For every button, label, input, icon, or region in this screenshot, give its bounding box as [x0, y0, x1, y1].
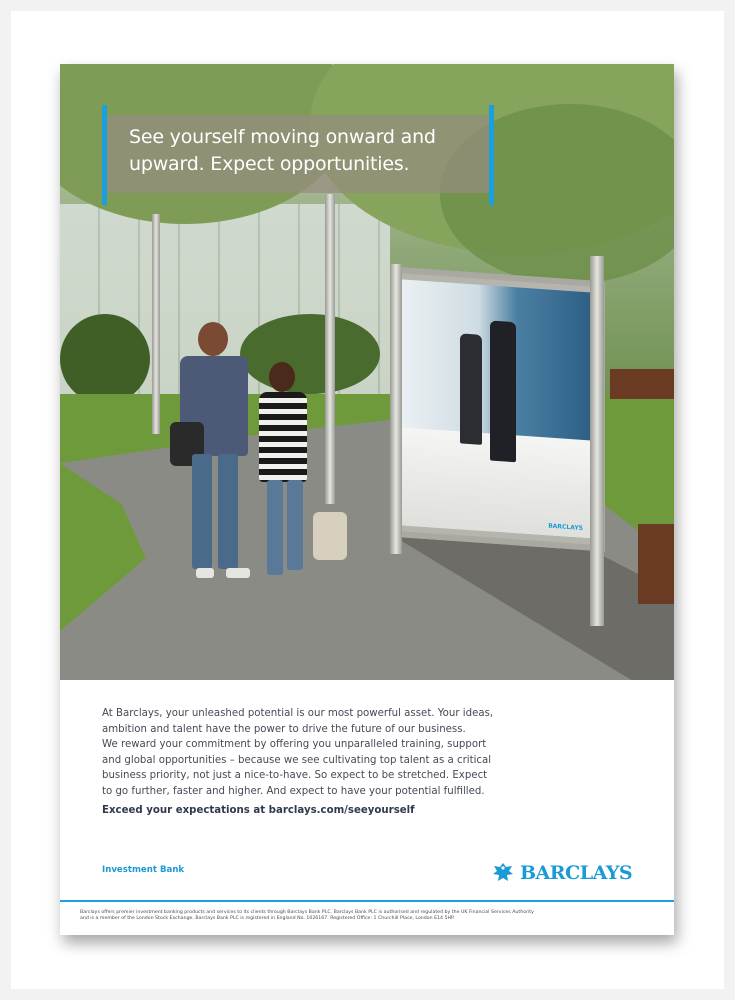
- body-copy: [102, 706, 502, 800]
- eagle-icon: [491, 861, 515, 885]
- headline-bar-left: [102, 105, 107, 205]
- body-line: At Barclays, your unleashed potential is our most powerful asset. Your ideas,: [102, 708, 494, 719]
- body-line: business priority, not just a nice-to-have. So expect to be stretched. Expect: [102, 770, 488, 782]
- woman-walking: [255, 362, 355, 584]
- headline-line-1: See yourself moving onward and: [129, 126, 436, 148]
- man-leg-right: [218, 454, 238, 569]
- body-line: to go further, faster and higher. And expect to have your potential fulfilled.: [102, 785, 485, 797]
- man-shoe-left: [196, 568, 214, 578]
- woman-handbag: [313, 512, 347, 560]
- headline: [129, 124, 509, 178]
- bench-near: [638, 524, 674, 604]
- call-to-action: Exceed your expectations at barclays.com/seeyourself: [102, 805, 415, 816]
- man-walking: [170, 322, 260, 584]
- billboard-post-right: [590, 256, 604, 626]
- advertisement-page: [60, 64, 674, 935]
- woman-leg-right: [287, 480, 303, 570]
- legal-text: [80, 910, 670, 922]
- barclays-logo: [491, 860, 632, 886]
- man-leg-left: [192, 454, 212, 569]
- hedge-left: [60, 314, 150, 404]
- body-line: and global opportunities – because we see cultivating top talent as a critical: [102, 754, 492, 766]
- logo-wordmark: BARCLAYS: [520, 862, 633, 884]
- legal-line-2: and is a member of the London Stock Exchange. Barclays Bank PLC is registered in England No. 1026167. Registered Office: 1 Churchill Place, London E14 5HP.: [80, 916, 455, 922]
- bench-far: [610, 369, 674, 399]
- billboard-post-left: [390, 264, 402, 554]
- man-shoe-right: [226, 568, 250, 578]
- billboard-screen: [402, 279, 593, 538]
- woman-head: [269, 362, 295, 392]
- man-head: [198, 322, 228, 356]
- woman-leg-left: [267, 480, 283, 575]
- legal-line-1: Barclays offers premier investment banking products and services to its clients through Barclays Bank PLC. Barclays Bank PLC is authorised and regulated by the UK Financial Services Authority: [80, 910, 534, 915]
- billboard: [390, 266, 605, 551]
- lamp-post: [152, 214, 160, 434]
- headline-line-2: upward. Expect opportunities.: [129, 153, 410, 175]
- billboard-person-woman: [460, 333, 482, 445]
- billboard-logo: BARCLAYS: [548, 522, 583, 532]
- footer-rule: [60, 900, 674, 902]
- woman-striped-top: [259, 392, 307, 482]
- body-line: We reward your commitment by offering you unparalleled training, support: [102, 739, 487, 751]
- division-label: Investment Bank: [102, 865, 185, 875]
- body-line: ambition and talent have the power to drive the future of our business.: [102, 723, 466, 735]
- billboard-person-man: [490, 320, 516, 462]
